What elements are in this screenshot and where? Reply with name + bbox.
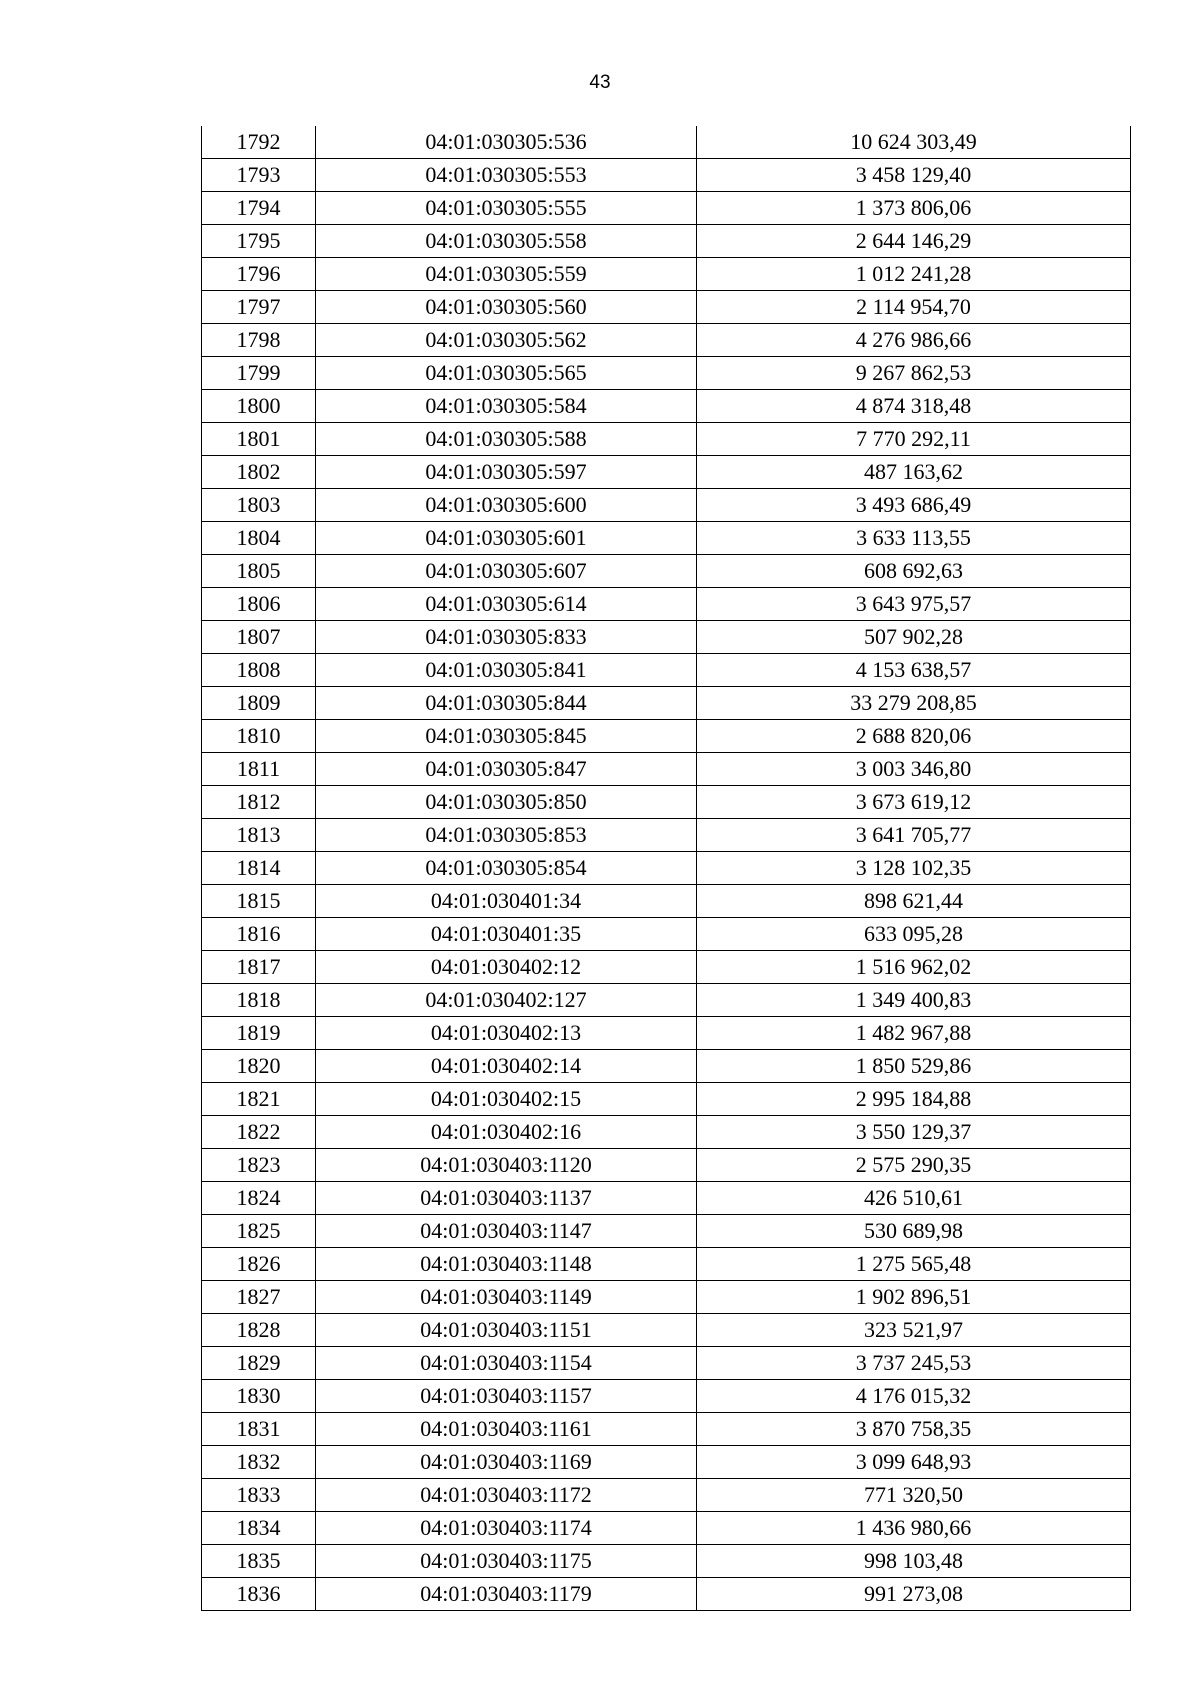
cadastral-value-cell: 898 621,44: [697, 885, 1131, 918]
cadastral-number-cell: 04:01:030403:1175: [316, 1545, 697, 1578]
cadastral-number-cell: 04:01:030305:854: [316, 852, 697, 885]
row-number-cell: 1824: [202, 1182, 316, 1215]
cadastral-value-cell: 2 644 146,29: [697, 225, 1131, 258]
table-row: [202, 588, 1131, 621]
cadastral-number-cell: 04:01:030305:601: [316, 522, 697, 555]
cadastral-value-cell: 3 128 102,35: [697, 852, 1131, 885]
cadastral-number-cell: 04:01:030403:1151: [316, 1314, 697, 1347]
cadastral-number-cell: 04:01:030401:35: [316, 918, 697, 951]
row-number-cell: 1832: [202, 1446, 316, 1479]
table-row: [202, 192, 1131, 225]
cadastral-number-cell: 04:01:030305:845: [316, 720, 697, 753]
table-row: [202, 852, 1131, 885]
cadastral-number-cell: 04:01:030305:597: [316, 456, 697, 489]
row-number-cell: 1830: [202, 1380, 316, 1413]
cadastral-number-cell: 04:01:030305:555: [316, 192, 697, 225]
row-number-cell: 1820: [202, 1050, 316, 1083]
table-body: [202, 126, 1131, 1611]
cadastral-value-cell: 998 103,48: [697, 1545, 1131, 1578]
cadastral-value-cell: 3 737 245,53: [697, 1347, 1131, 1380]
cadastral-number-cell: 04:01:030403:1161: [316, 1413, 697, 1446]
table-row: [202, 1545, 1131, 1578]
table-row: [202, 1215, 1131, 1248]
cadastral-value-cell: 991 273,08: [697, 1578, 1131, 1611]
row-number-cell: 1831: [202, 1413, 316, 1446]
row-number-cell: 1798: [202, 324, 316, 357]
row-number-cell: 1806: [202, 588, 316, 621]
cadastral-number-cell: 04:01:030305:536: [316, 126, 697, 159]
cadastral-number-cell: 04:01:030403:1179: [316, 1578, 697, 1611]
row-number-cell: 1814: [202, 852, 316, 885]
row-number-cell: 1802: [202, 456, 316, 489]
cadastral-value-cell: 426 510,61: [697, 1182, 1131, 1215]
row-number-cell: 1800: [202, 390, 316, 423]
row-number-cell: 1834: [202, 1512, 316, 1545]
cadastral-value-cell: 3 643 975,57: [697, 588, 1131, 621]
table-row: [202, 753, 1131, 786]
table-row: [202, 489, 1131, 522]
cadastral-value-cell: 3 493 686,49: [697, 489, 1131, 522]
cadastral-value-cell: 530 689,98: [697, 1215, 1131, 1248]
cadastral-value-cell: 3 003 346,80: [697, 753, 1131, 786]
cadastral-value-cell: 10 624 303,49: [697, 126, 1131, 159]
row-number-cell: 1822: [202, 1116, 316, 1149]
cadastral-value-cell: 1 516 962,02: [697, 951, 1131, 984]
row-number-cell: 1828: [202, 1314, 316, 1347]
cadastral-value-cell: 4 153 638,57: [697, 654, 1131, 687]
row-number-cell: 1833: [202, 1479, 316, 1512]
cadastral-number-cell: 04:01:030403:1147: [316, 1215, 697, 1248]
table-row: [202, 324, 1131, 357]
row-number-cell: 1799: [202, 357, 316, 390]
cadastral-number-cell: 04:01:030305:847: [316, 753, 697, 786]
cadastral-number-cell: 04:01:030305:600: [316, 489, 697, 522]
row-number-cell: 1821: [202, 1083, 316, 1116]
table-row: [202, 621, 1131, 654]
table-row: [202, 951, 1131, 984]
cadastral-number-cell: 04:01:030305:841: [316, 654, 697, 687]
table-row: [202, 225, 1131, 258]
table-row: [202, 1281, 1131, 1314]
cadastral-number-cell: 04:01:030403:1154: [316, 1347, 697, 1380]
cadastral-value-cell: 633 095,28: [697, 918, 1131, 951]
cadastral-number-cell: 04:01:030403:1174: [316, 1512, 697, 1545]
cadastral-number-cell: 04:01:030403:1148: [316, 1248, 697, 1281]
cadastral-value-cell: 2 995 184,88: [697, 1083, 1131, 1116]
row-number-cell: 1810: [202, 720, 316, 753]
cadastral-value-cell: 3 458 129,40: [697, 159, 1131, 192]
cadastral-value-cell: 4 176 015,32: [697, 1380, 1131, 1413]
table-row: [202, 687, 1131, 720]
row-number-cell: 1819: [202, 1017, 316, 1050]
row-number-cell: 1807: [202, 621, 316, 654]
cadastral-value-cell: 3 673 619,12: [697, 786, 1131, 819]
table-row: [202, 654, 1131, 687]
table-row: [202, 1248, 1131, 1281]
cadastral-number-cell: 04:01:030403:1149: [316, 1281, 697, 1314]
cadastral-value-cell: 1 436 980,66: [697, 1512, 1131, 1545]
row-number-cell: 1797: [202, 291, 316, 324]
table-row: [202, 291, 1131, 324]
cadastral-value-cell: 4 874 318,48: [697, 390, 1131, 423]
row-number-cell: 1829: [202, 1347, 316, 1380]
table-row: [202, 1479, 1131, 1512]
cadastral-value-cell: 2 114 954,70: [697, 291, 1131, 324]
table-row: [202, 1116, 1131, 1149]
cadastral-number-cell: 04:01:030305:559: [316, 258, 697, 291]
table-row: [202, 1050, 1131, 1083]
table-row: [202, 918, 1131, 951]
row-number-cell: 1835: [202, 1545, 316, 1578]
row-number-cell: 1823: [202, 1149, 316, 1182]
cadastral-value-cell: 3 870 758,35: [697, 1413, 1131, 1446]
cadastral-value-cell: 7 770 292,11: [697, 423, 1131, 456]
cadastral-value-table: [201, 126, 1131, 1611]
row-number-cell: 1811: [202, 753, 316, 786]
table-row: [202, 258, 1131, 291]
table-row: [202, 423, 1131, 456]
table-row: [202, 1578, 1131, 1611]
row-number-cell: 1818: [202, 984, 316, 1017]
table-row: [202, 1182, 1131, 1215]
page-number: 43: [589, 72, 611, 93]
row-number-cell: 1836: [202, 1578, 316, 1611]
table-row: [202, 1149, 1131, 1182]
cadastral-number-cell: 04:01:030403:1137: [316, 1182, 697, 1215]
cadastral-value-cell: 1 349 400,83: [697, 984, 1131, 1017]
row-number-cell: 1805: [202, 555, 316, 588]
cadastral-number-cell: 04:01:030402:16: [316, 1116, 697, 1149]
table-row: [202, 984, 1131, 1017]
cadastral-number-cell: 04:01:030305:558: [316, 225, 697, 258]
cadastral-value-cell: 3 099 648,93: [697, 1446, 1131, 1479]
cadastral-value-cell: 507 902,28: [697, 621, 1131, 654]
row-number-cell: 1812: [202, 786, 316, 819]
cadastral-value-cell: 608 692,63: [697, 555, 1131, 588]
cadastral-value-cell: 4 276 986,66: [697, 324, 1131, 357]
cadastral-number-cell: 04:01:030305:844: [316, 687, 697, 720]
cadastral-number-cell: 04:01:030401:34: [316, 885, 697, 918]
table-row: [202, 720, 1131, 753]
cadastral-number-cell: 04:01:030305:562: [316, 324, 697, 357]
cadastral-number-cell: 04:01:030305:850: [316, 786, 697, 819]
table-row: [202, 1083, 1131, 1116]
table-row: [202, 786, 1131, 819]
cadastral-number-cell: 04:01:030305:588: [316, 423, 697, 456]
table-row: [202, 1017, 1131, 1050]
table-row: [202, 1314, 1131, 1347]
table-row: [202, 126, 1131, 159]
cadastral-value-cell: 771 320,50: [697, 1479, 1131, 1512]
cadastral-number-cell: 04:01:030305:584: [316, 390, 697, 423]
cadastral-number-cell: 04:01:030305:614: [316, 588, 697, 621]
cadastral-number-cell: 04:01:030402:14: [316, 1050, 697, 1083]
row-number-cell: 1793: [202, 159, 316, 192]
cadastral-number-cell: 04:01:030305:560: [316, 291, 697, 324]
table-row: [202, 1413, 1131, 1446]
cadastral-value-cell: 3 633 113,55: [697, 522, 1131, 555]
table-row: [202, 456, 1131, 489]
cadastral-number-cell: 04:01:030403:1169: [316, 1446, 697, 1479]
cadastral-number-cell: 04:01:030403:1120: [316, 1149, 697, 1182]
cadastral-number-cell: 04:01:030305:565: [316, 357, 697, 390]
row-number-cell: 1795: [202, 225, 316, 258]
cadastral-value-cell: 323 521,97: [697, 1314, 1131, 1347]
cadastral-value-cell: 1 482 967,88: [697, 1017, 1131, 1050]
cadastral-value-cell: 3 550 129,37: [697, 1116, 1131, 1149]
cadastral-value-cell: 1 850 529,86: [697, 1050, 1131, 1083]
cadastral-number-cell: 04:01:030305:607: [316, 555, 697, 588]
row-number-cell: 1817: [202, 951, 316, 984]
cadastral-number-cell: 04:01:030305:553: [316, 159, 697, 192]
table-row: [202, 522, 1131, 555]
row-number-cell: 1803: [202, 489, 316, 522]
table-row: [202, 357, 1131, 390]
row-number-cell: 1827: [202, 1281, 316, 1314]
row-number-cell: 1796: [202, 258, 316, 291]
cadastral-number-cell: 04:01:030402:13: [316, 1017, 697, 1050]
row-number-cell: 1815: [202, 885, 316, 918]
table-row: [202, 885, 1131, 918]
table-row: [202, 819, 1131, 852]
cadastral-number-cell: 04:01:030403:1157: [316, 1380, 697, 1413]
table-row: [202, 1446, 1131, 1479]
row-number-cell: 1826: [202, 1248, 316, 1281]
table-row: [202, 1380, 1131, 1413]
cadastral-number-cell: 04:01:030403:1172: [316, 1479, 697, 1512]
row-number-cell: 1794: [202, 192, 316, 225]
cadastral-value-cell: 1 012 241,28: [697, 258, 1131, 291]
table-row: [202, 1512, 1131, 1545]
cadastral-number-cell: 04:01:030402:127: [316, 984, 697, 1017]
cadastral-value-cell: 2 688 820,06: [697, 720, 1131, 753]
cadastral-value-cell: 1 275 565,48: [697, 1248, 1131, 1281]
cadastral-value-cell: 1 373 806,06: [697, 192, 1131, 225]
cadastral-value-cell: 9 267 862,53: [697, 357, 1131, 390]
cadastral-value-cell: 487 163,62: [697, 456, 1131, 489]
row-number-cell: 1804: [202, 522, 316, 555]
table-row: [202, 159, 1131, 192]
cadastral-value-cell: 3 641 705,77: [697, 819, 1131, 852]
row-number-cell: 1825: [202, 1215, 316, 1248]
row-number-cell: 1816: [202, 918, 316, 951]
table-row: [202, 1347, 1131, 1380]
cadastral-value-cell: 1 902 896,51: [697, 1281, 1131, 1314]
row-number-cell: 1801: [202, 423, 316, 456]
cadastral-number-cell: 04:01:030305:853: [316, 819, 697, 852]
cadastral-value-cell: 33 279 208,85: [697, 687, 1131, 720]
row-number-cell: 1808: [202, 654, 316, 687]
row-number-cell: 1809: [202, 687, 316, 720]
cadastral-number-cell: 04:01:030402:12: [316, 951, 697, 984]
cadastral-number-cell: 04:01:030305:833: [316, 621, 697, 654]
cadastral-number-cell: 04:01:030402:15: [316, 1083, 697, 1116]
cadastral-value-cell: 2 575 290,35: [697, 1149, 1131, 1182]
table-row: [202, 390, 1131, 423]
table-row: [202, 555, 1131, 588]
row-number-cell: 1792: [202, 126, 316, 159]
row-number-cell: 1813: [202, 819, 316, 852]
